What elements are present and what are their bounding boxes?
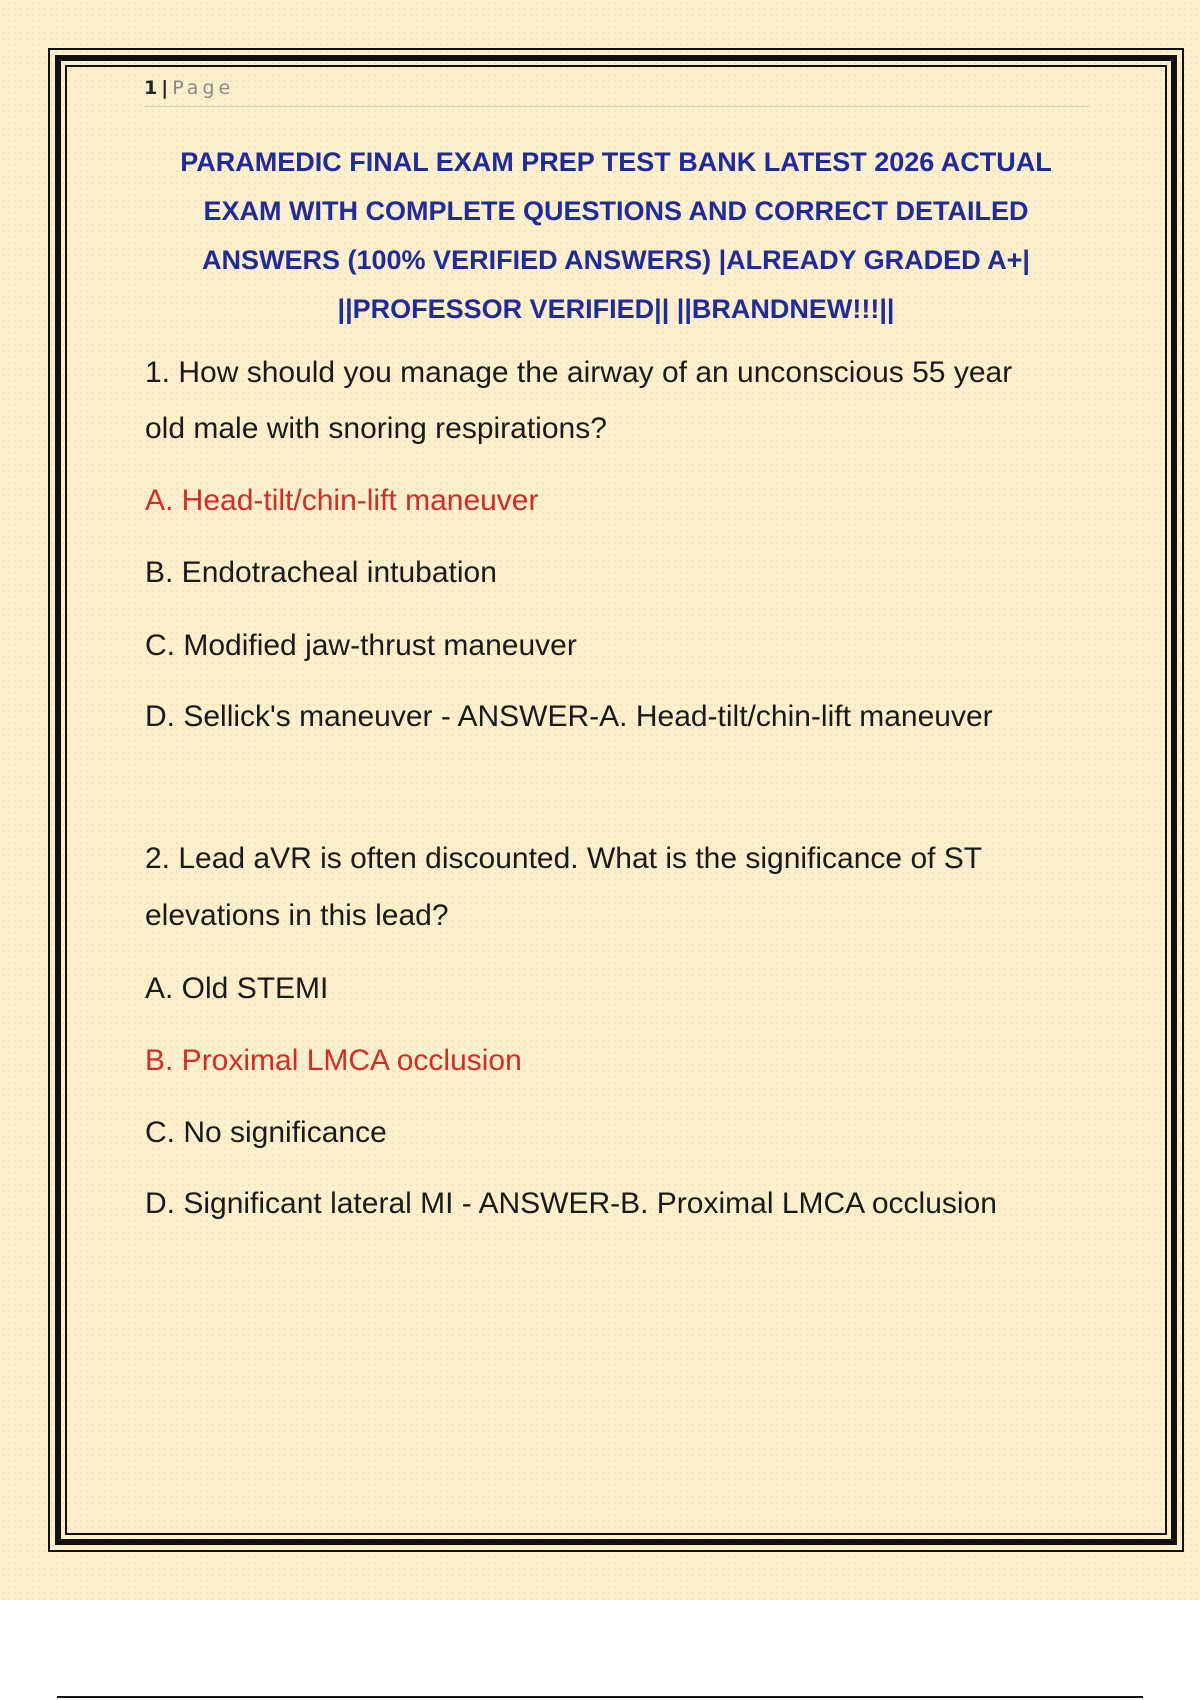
page-header xyxy=(144,74,1090,107)
title-line-1: PARAMEDIC FINAL EXAM PREP TEST BANK LATEST 2026 ACTUAL xyxy=(180,147,1052,177)
title-line-3: ANSWERS (100% VERIFIED ANSWERS) |ALREADY GRADED A+| xyxy=(202,245,1030,275)
question-1-option-c: C. Modified jaw-thrust maneuver xyxy=(145,629,577,662)
question-2-option-b-correct: B. Proximal LMCA occlusion xyxy=(145,1044,522,1077)
question-2-option-d-answer: D. Significant lateral MI - ANSWER-B. Proximal LMCA occlusion xyxy=(145,1187,997,1220)
question-2-option-a: A. Old STEMI xyxy=(145,972,329,1005)
document-title xyxy=(150,138,1082,334)
page-number: 1 xyxy=(144,77,158,99)
question-1-option-b: B. Endotracheal intubation xyxy=(145,556,497,589)
question-1-stem-line-1: 1. How should you manage the airway of an unconscious 55 year xyxy=(145,356,1013,389)
page-header-separator: | xyxy=(161,77,169,99)
question-1-stem-line-2: old male with snoring respirations? xyxy=(145,412,607,445)
question-1-option-d-answer: D. Sellick's maneuver - ANSWER-A. Head-tilt/chin-lift maneuver xyxy=(145,700,993,733)
question-2-option-c: C. No significance xyxy=(145,1116,387,1149)
question-2-stem-line-1: 2. Lead aVR is often discounted. What is the significance of ST xyxy=(145,842,983,875)
next-page-top-rule xyxy=(57,1696,1143,1698)
page-label: Page xyxy=(172,77,235,99)
title-line-2: EXAM WITH COMPLETE QUESTIONS AND CORRECT DETAILED xyxy=(203,196,1029,226)
question-1-option-a-correct: A. Head-tilt/chin-lift maneuver xyxy=(145,484,539,517)
title-line-4: ||PROFESSOR VERIFIED|| ||BRANDNEW!!!|| xyxy=(337,294,895,324)
question-2-stem-line-2: elevations in this lead? xyxy=(145,899,449,932)
